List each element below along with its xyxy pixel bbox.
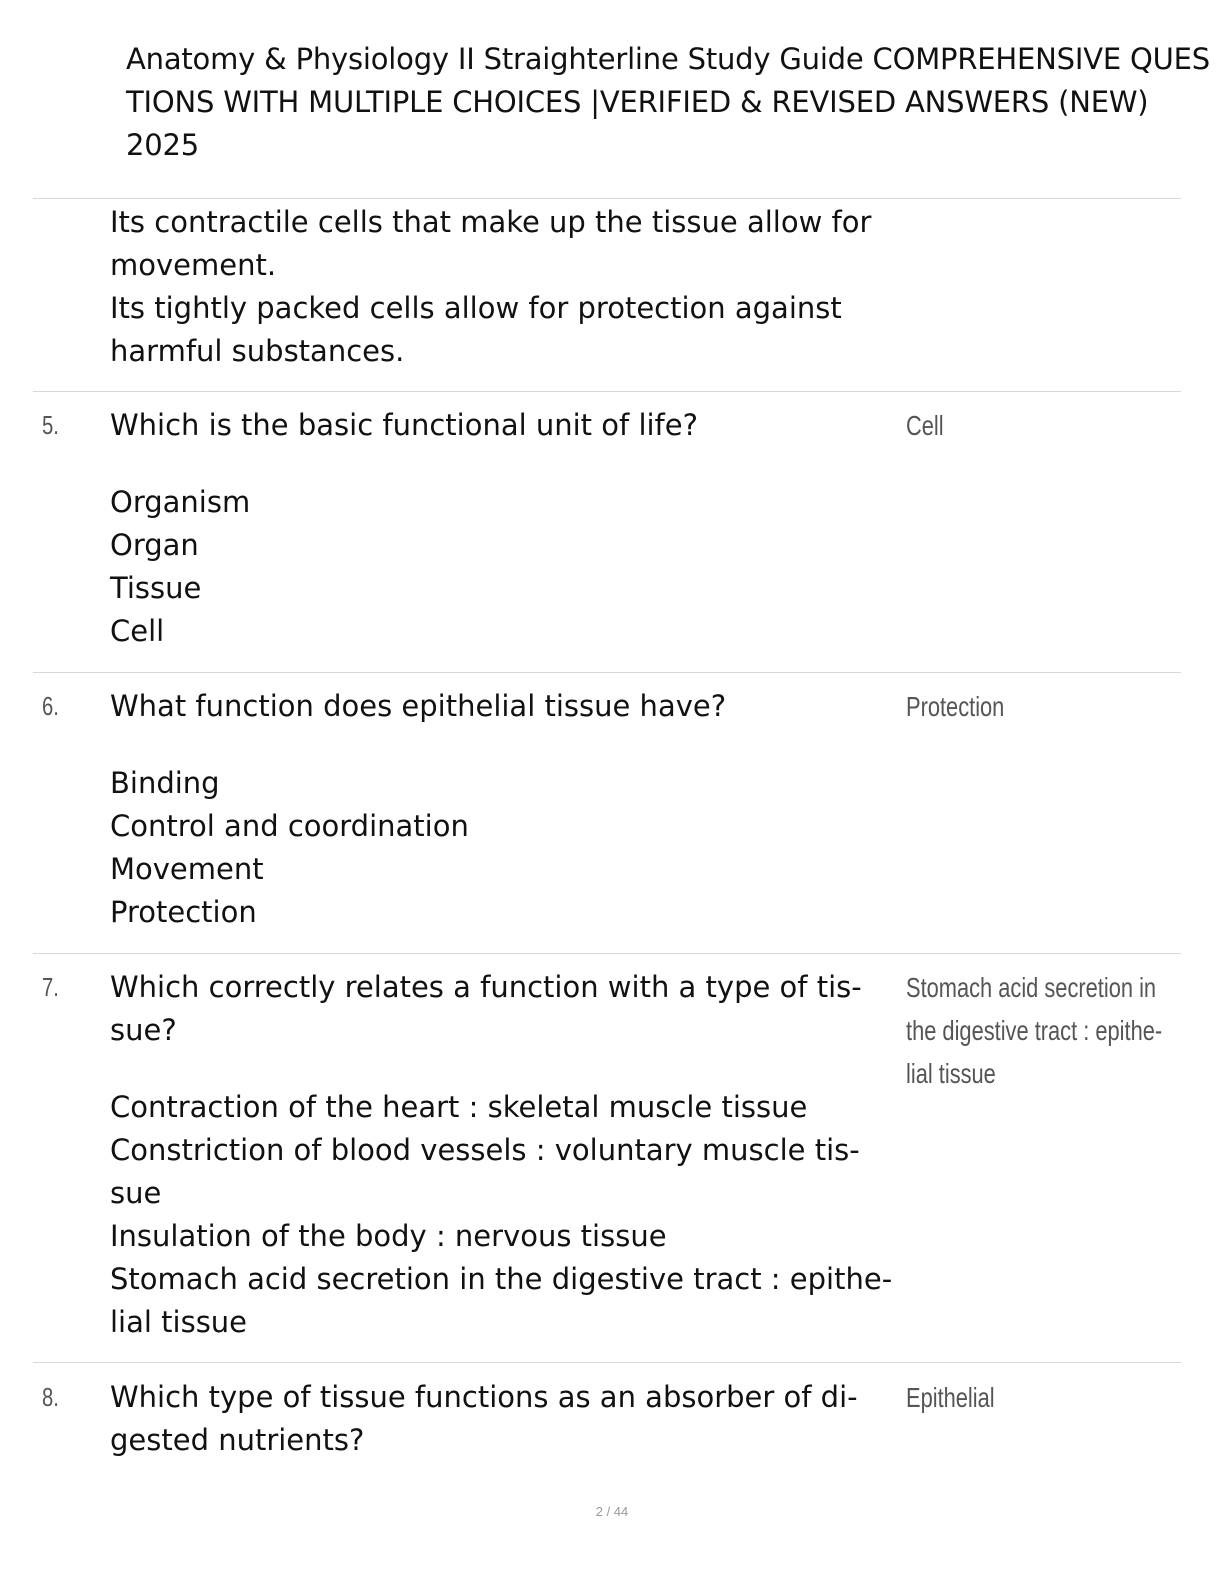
option-text: Tissue	[110, 571, 202, 605]
answer-line: Cell	[906, 410, 944, 441]
question-number: 8.	[42, 1382, 59, 1412]
answer-line: Protection	[906, 691, 1005, 722]
question-text: Which correctly relates a function with a type of tis-	[110, 970, 862, 1004]
question-item	[110, 966, 893, 1344]
option-text: Constriction of blood vessels : voluntary muscle tis-	[110, 1133, 860, 1167]
answer-text	[906, 966, 1206, 1095]
option-text: lial tissue	[110, 1305, 248, 1339]
answer-text	[906, 1376, 1206, 1419]
option-text: Movement	[110, 852, 264, 886]
divider	[33, 672, 1181, 673]
continued-options	[110, 201, 890, 373]
answer-line: Stomach acid secretion in	[906, 972, 1157, 1003]
title-line: 2025	[126, 128, 200, 162]
divider	[33, 391, 1181, 392]
option-text: Contraction of the heart : skeletal muscle tissue	[110, 1090, 808, 1124]
option-text: Protection	[110, 895, 257, 929]
option-text: Control and coordination	[110, 809, 469, 843]
divider	[33, 198, 1181, 199]
question-text: What function does epithelial tissue have?	[110, 689, 727, 723]
answer-text	[906, 404, 1206, 447]
answer-line: lial tissue	[906, 1058, 996, 1089]
question-text: sue?	[110, 1013, 177, 1047]
option-text: movement.	[110, 248, 277, 282]
question-text: Which is the basic functional unit of life?	[110, 408, 699, 442]
answer-line: the digestive tract : epithe-	[906, 1015, 1163, 1046]
option-text: Organism	[110, 485, 251, 519]
option-text: Cell	[110, 614, 165, 648]
divider	[33, 953, 1181, 954]
option-text: Organ	[110, 528, 199, 562]
option-text: sue	[110, 1176, 162, 1210]
option-text: Its contractile cells that make up the tissue allow for	[110, 205, 872, 239]
divider	[33, 1362, 1181, 1363]
question-number: 7.	[42, 972, 59, 1002]
question-text: Which type of tissue functions as an absorber of di-	[110, 1380, 858, 1414]
option-text: Its tightly packed cells allow for protection against	[110, 291, 842, 325]
question-item	[110, 404, 890, 653]
question-text: gested nutrients?	[110, 1423, 365, 1457]
title-line: Anatomy & Physiology II Straighterline Study Guide COMPREHENSIVE QUES	[126, 42, 1210, 76]
option-text: Stomach acid secretion in the digestive tract : epithe-	[110, 1262, 893, 1296]
answer-text	[906, 685, 1206, 728]
answer-line: Epithelial	[906, 1382, 995, 1413]
question-item	[110, 685, 890, 934]
question-item	[110, 1376, 890, 1462]
question-number: 5.	[42, 410, 59, 440]
question-number: 6.	[42, 691, 59, 721]
document-title	[126, 38, 1224, 167]
option-text: Insulation of the body : nervous tissue	[110, 1219, 667, 1253]
title-line: TIONS WITH MULTIPLE CHOICES |VERIFIED & REVISED ANSWERS (NEW)	[126, 85, 1149, 119]
page-indicator: 2 / 44	[595, 1504, 629, 1519]
option-text: Binding	[110, 766, 220, 800]
option-text: harmful substances.	[110, 334, 405, 368]
